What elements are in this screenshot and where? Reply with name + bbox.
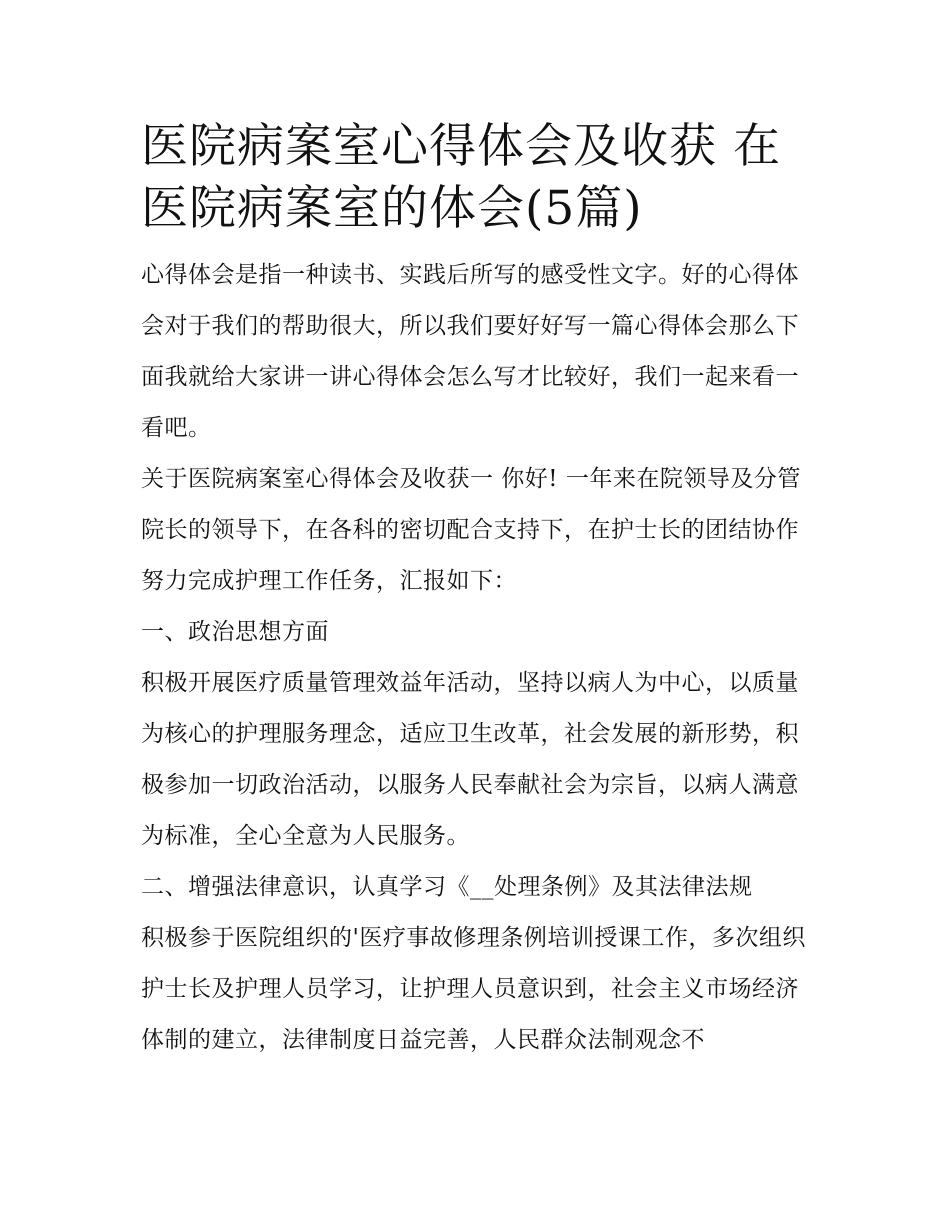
paragraph-greeting: 关于医院病案室心得体会及收获一 你好! 一年来在院领导及分管院长的领导下，在各科的密切配合支持下，在护士长的团结协作努力完成护理工作任务，汇报如下： bbox=[141, 466, 801, 594]
document-title: 医院病案室心得体会及收获 在医院病案室的体会(5篇) bbox=[141, 119, 781, 236]
section-heading-politics: 一、政治思想方面 bbox=[141, 619, 329, 645]
paragraph-politics: 积极开展医疗质量管理效益年活动，坚持以病人为中心，以质量为核心的护理服务理念，适应卫生改革，社会发展的新形势，积极参加一切政治活动，以服务人民奉献社会为宗旨，以病人满意为标准，全心全意为人民服务。 bbox=[141, 670, 799, 849]
paragraph-intro: 心得体会是指一种读书、实践后所写的感受性文字。好的心得体会对于我们的帮助很大，所以我们要好好写一篇心得体会那么下面我就给大家讲一讲心得体会怎么写才比较好，我们一起来看一看吧。 bbox=[141, 262, 799, 441]
section-heading-law: 二、增强法律意识，认真学习《__处理条例》及其法律法规 bbox=[141, 874, 753, 900]
paragraph-law: 积极参于医院组织的'医疗事故修理条例培训授课工作，多次组织护士长及护理人员学习，让护理人员意识到，社会主义市场经济体制的建立，法律制度日益完善，人民群众法制观念不 bbox=[141, 925, 806, 1053]
document-content bbox=[141, 116, 813, 1066]
